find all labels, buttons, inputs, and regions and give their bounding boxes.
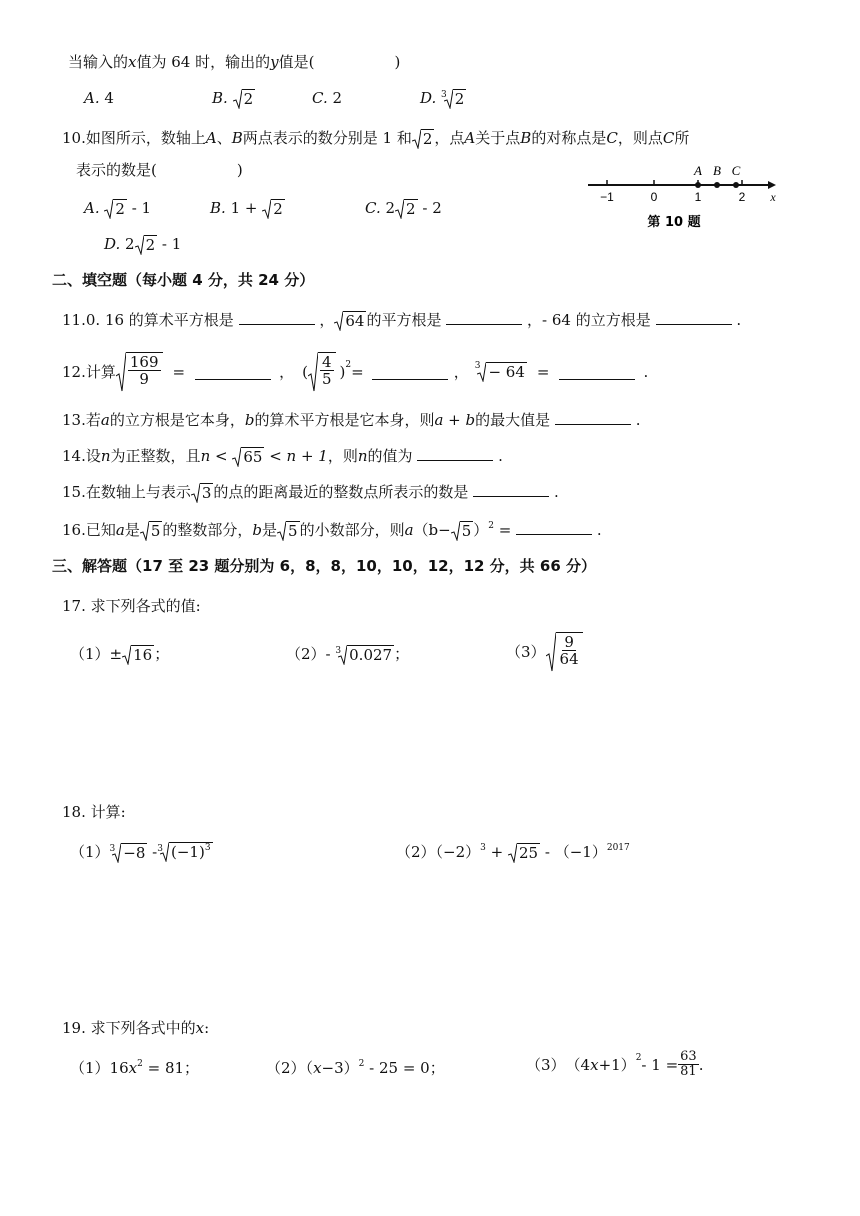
q17-part-2: （2）- $^3$ 0.027 ；: [286, 645, 410, 664]
radical-icon: [508, 843, 517, 863]
answer-blank[interactable]: [559, 365, 635, 380]
answer-blank[interactable]: [516, 520, 592, 535]
q9-option-c: C. 2: [312, 89, 343, 107]
point-a: [695, 182, 701, 188]
answer-blank[interactable]: [195, 365, 271, 380]
q10-stem-line2: 表示的数是( ): [76, 161, 243, 179]
q10-option-c: C. 2 2 - 2: [365, 199, 442, 218]
answer-blank[interactable]: [656, 310, 732, 325]
answer-blank[interactable]: [417, 446, 493, 461]
radical-icon: [191, 483, 200, 503]
q19-part-1: $(1)16x^2 = 81$；: [70, 1059, 200, 1077]
q18-part-2: $(2)(-2)^3$ + 25 - $(-1)^{2017}$: [396, 843, 630, 862]
q12: 12. 计算 $\frac{169}{9}$ = ， ( $\frac{4}{5}$ ) 2 = ， 3 − 64 = .: [62, 352, 648, 392]
radical-icon: [308, 352, 318, 392]
q10-option-d: D. 2 2 - 1: [104, 235, 182, 254]
tick-label: 0: [650, 190, 658, 204]
q10-option-b: B. 1 + 2: [210, 199, 283, 218]
answer-blank[interactable]: [372, 365, 448, 380]
q15: 15.在数轴上与表示 3 的点的距离最近的整数点所表示的数是 .: [62, 483, 559, 502]
q16: 16.已知a是 5 的整数部分，b是 5 的小数部分，则a（b− 5 ）$^2$ = .: [62, 521, 602, 540]
q13: 13.若a的立方根是它本身，b的算术平方根是它本身，则a + b的最大值是 .: [62, 411, 641, 429]
q18-title: 18. 计算:: [62, 803, 126, 821]
radical-icon: [451, 521, 460, 541]
answer-blank[interactable]: [239, 310, 315, 325]
answer-blank[interactable]: [446, 310, 522, 325]
radical-icon: [262, 199, 271, 219]
figure-caption: 第 10 题: [647, 215, 701, 230]
tick-label: 1: [694, 190, 702, 204]
q9-option-b: B. 2: [212, 89, 254, 108]
point-c: [733, 182, 739, 188]
q10-option-a: A. 2 - 1: [84, 199, 152, 218]
tick-label: −1: [600, 190, 614, 204]
q11: 11.0. 16 的算术平方根是 ， 64 的平方根是 ，- 64 的立方根是 .: [62, 311, 742, 330]
q17-part-3: （3） $\frac{9}{64}$: [506, 632, 583, 672]
radical-icon: [135, 235, 144, 255]
q10-stem-line1: 10.如图所示，数轴上A、B两点表示的数分别是 1 和 2 ，点A关于点B的对称点是C，则点C所: [62, 129, 690, 148]
q9-option-d: D. $^3$ 2: [420, 89, 465, 108]
label-b: B: [713, 163, 721, 178]
radical-icon: [412, 129, 421, 149]
radical-icon: [116, 352, 126, 392]
cbrt-sign: 2: [444, 89, 467, 109]
sqrt-sign: 2: [233, 89, 256, 109]
q17-title: 17. 求下列各式的值:: [62, 597, 201, 615]
answer-blank[interactable]: [473, 482, 549, 497]
q9-option-a: A. 4: [84, 89, 114, 107]
radical-icon: [104, 199, 113, 219]
label-c: C: [731, 163, 741, 178]
axis-arrow-icon: [768, 181, 776, 189]
radical-icon: [233, 89, 242, 109]
label-a: A: [694, 163, 702, 178]
radical-icon: [546, 632, 556, 672]
section-3-heading: 三、解答题（17 至 23 题分别为 6，8，8，10，10，12，12 分，共 66 分）: [52, 557, 596, 575]
q9-stem-tail: 当输入的x值为 64 时，输出的y值是( ): [68, 53, 401, 71]
point-b: [714, 182, 720, 188]
radical-icon: [334, 311, 343, 331]
radical-icon: [140, 521, 149, 541]
number-line-figure: [584, 158, 784, 236]
q19-part-2: $(2)(x-3)^2 - 25 = 0$；: [266, 1059, 445, 1077]
axis-label: x: [770, 190, 776, 204]
section-2-heading: 二、填空题（每小题 4 分，共 24 分）: [52, 271, 315, 289]
tick-label: 2: [738, 190, 746, 204]
radical-icon: [232, 447, 241, 467]
radical-icon: [395, 199, 404, 219]
radical-icon: [277, 521, 286, 541]
q19-part-3: （3） （4 x +1） 2 - 1 = $\frac{63}{81}$ .: [526, 1049, 704, 1079]
q19-title: 19. 求下列各式中的x:: [62, 1019, 210, 1037]
q17-part-1: （1）± 16 ；: [70, 645, 170, 664]
sqrt-sign: 2: [412, 129, 435, 149]
radical-icon: [122, 645, 131, 665]
q18-part-1: $(1)^3$ −8 -$^3$ $(-1)^3$: [70, 843, 211, 862]
answer-blank[interactable]: [555, 410, 631, 425]
q14: 14.设n为正整数，且n < 65 < n + 1，则n的值为 .: [62, 447, 503, 466]
